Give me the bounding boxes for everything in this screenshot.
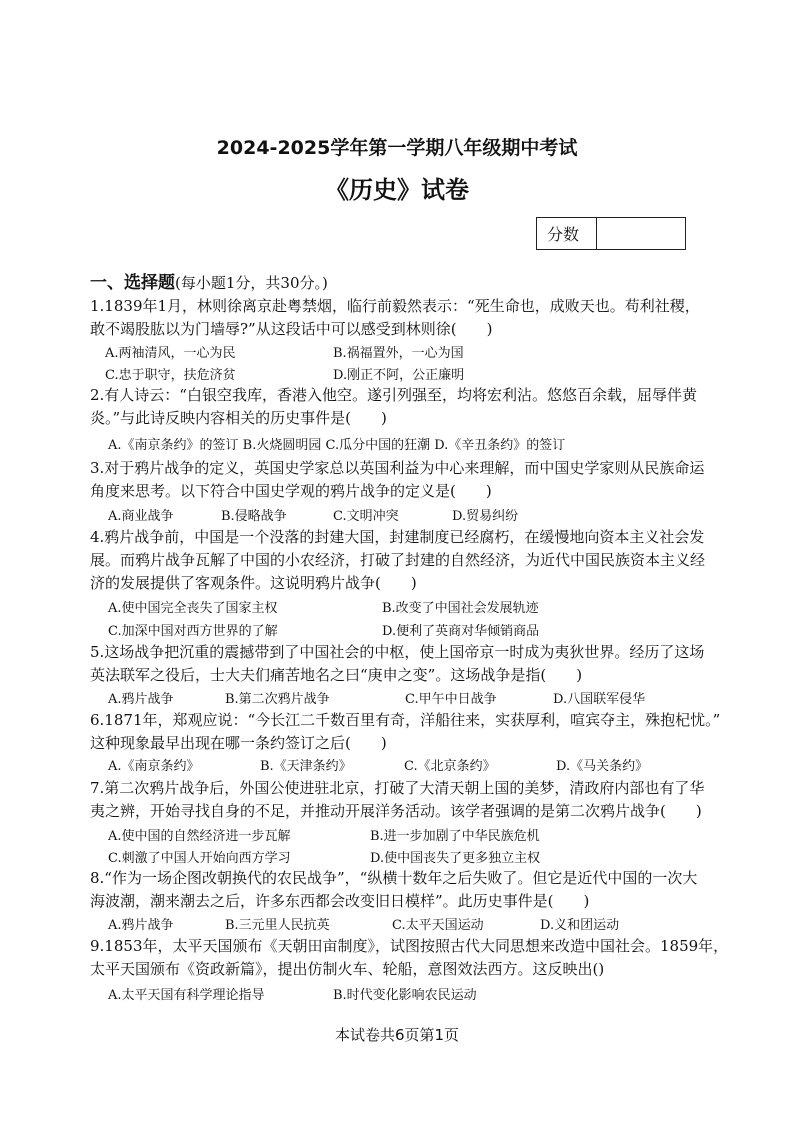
question-3-line-2: 角度来思考。以下符合中国史学观的鸦片战争的定义是( )	[90, 482, 492, 500]
question-5-line-1: 5.这场战争把沉重的震撼带到了中国社会的中枢，使上国帝京一时成为夷狄世界。经历了这场	[90, 643, 705, 661]
question-3-option-c: C.文明冲突	[333, 509, 399, 524]
question-6-option-c: C.《北京条约》	[404, 759, 496, 774]
question-3-option-b: B.侵略战争	[221, 509, 287, 524]
question-9-option-b: B.时代变化影响农民运动	[333, 988, 477, 1003]
section-note: (每小题1分，共30分。)	[175, 274, 328, 292]
question-2-options: A.《南京条约》的签订 B.火烧圆明园 C.瓜分中国的狂潮 D.《辛丑条约》的签订	[108, 438, 566, 453]
question-9-option-a: A.太平天国有科学理论指导	[108, 988, 265, 1003]
question-7-option-c: C.刺激了中国人开始向西方学习	[108, 851, 291, 866]
question-2-line-2: 炎。”与此诗反映内容相关的历史事件是( )	[90, 409, 387, 427]
question-4-line-2: 展。而鸦片战争瓦解了中国的小农经济，打破了封建的自然经济，为近代中国民族资本主义经	[90, 551, 706, 569]
question-8-line-2: 海波潮，潮来潮去之后，许多东西都会改变旧日模样”。此历史事件是( )	[90, 892, 590, 910]
question-1-option-d: D.刚正不阿，公正廉明	[333, 368, 465, 383]
score-label: 分数	[537, 218, 597, 249]
question-8-option-a: A.鸦片战争	[108, 918, 174, 933]
question-8-option-c: C.太平天国运动	[392, 918, 484, 933]
question-5-option-a: A.鸦片战争	[108, 692, 174, 707]
question-6-option-d: D.《马关条约》	[556, 759, 649, 774]
question-4-option-b: B.改变了中国社会发展轨迹	[382, 601, 539, 616]
score-cell	[597, 218, 685, 249]
question-6-option-a: A.《南京条约》	[108, 759, 200, 774]
question-7-line-1: 7.第二次鸦片战争后，外国公使进驻北京，打破了大清天朝上国的美梦，清政府内部也有了华	[90, 779, 705, 797]
question-9-line-1: 9.1853年，太平天国颁布《天朝田亩制度》，试图按照古代大同思想来改造中国社会。1859年，	[90, 937, 729, 955]
question-9-line-2: 太平天国颁布《资政新篇》，提出仿制火车、轮船，意图效法西方。这反映出()	[90, 960, 605, 978]
page-footer: 本试卷共6页第1页	[334, 1026, 460, 1044]
question-3-option-d: D.贸易纠纷	[452, 509, 519, 524]
question-8-option-b: B.三元里人民抗英	[225, 918, 330, 933]
question-5-line-2: 英法联军之役后，士大夫们痛苦地名之曰“庚申之变”。这场战争是指( )	[90, 666, 583, 684]
question-8-option-d: D.义和团运动	[540, 918, 620, 933]
section-title: 一、选择题	[90, 273, 175, 293]
question-7-line-2: 夷之辨，开始寻找自身的不足，并推动开展洋务活动。该学者强调的是第二次鸦片战争( )	[90, 802, 702, 820]
question-5-option-b: B.第二次鸦片战争	[225, 692, 330, 707]
question-3-line-1: 3.对于鸦片战争的定义，英国史学家总以英国利益为中心来理解，而中国史学家则从民族命运	[90, 459, 705, 477]
question-6-option-b: B.《天津条约》	[260, 759, 352, 774]
question-1-line-2: 敢不竭股肱以为门墙辱?”从这段话中可以感受到林则徐( )	[90, 320, 493, 338]
question-7-option-b: B.进一步加剧了中华民族危机	[370, 829, 540, 844]
exam-title: 2024-2025学年第一学期八年级期中考试	[216, 137, 578, 159]
exam-subtitle: 《历史》试卷	[325, 176, 469, 204]
question-4-option-a: A.使中国完全丧失了国家主权	[108, 601, 278, 616]
question-3-option-a: A.商业战争	[108, 509, 174, 524]
question-1-option-b: B.祸福置外，一心为国	[333, 346, 464, 361]
question-6-line-1: 6.1871年，郑观应说：“今长江二千数百里有奇，洋船往来，实获厚利，喧宾夺主，殊抱杞忧。”	[90, 711, 721, 729]
question-2-line-1: 2.有人诗云：“白银空我库，香港入他空。遂引列强至，均将宏利沾。悠悠百余载，屈辱伴黄	[90, 386, 697, 404]
question-1-line-1: 1.1839年1月，林则徐离京赴粤禁烟，临行前毅然表示：“死生命也，成败天也。苟利社稷，	[90, 297, 700, 315]
question-4-line-1: 4.鸦片战争前，中国是一个没落的封建大国，封建制度已经腐朽，在缓慢地向资本主义社会发	[90, 528, 705, 546]
question-4-line-3: 济的发展提供了客观条件。这说明鸦片战争( )	[90, 574, 417, 592]
question-5-option-d: D.八国联军侵华	[553, 692, 646, 707]
question-7-option-d: D.使中国丧失了更多独立主权	[370, 851, 541, 866]
question-1-option-c: C.忠于职守，扶危济贫	[105, 368, 236, 383]
question-6-line-2: 这种现象最早出现在哪一条约签订之后( )	[90, 734, 387, 752]
question-8-line-1: 8.“作为一场企图改朝换代的农民战争”，“纵横十数年之后失败了。但它是近代中国的一次大	[90, 869, 698, 887]
question-1-option-a: A.两袖清风，一心为民	[105, 346, 236, 361]
question-7-option-a: A.使中国的自然经济进一步瓦解	[108, 829, 291, 844]
section-heading	[90, 268, 328, 293]
question-4-option-d: D.便利了英商对华倾销商品	[382, 624, 540, 639]
question-4-option-c: C.加深中国对西方世界的了解	[108, 624, 278, 639]
question-5-option-c: C.甲午中日战争	[405, 692, 497, 707]
score-box	[536, 217, 686, 250]
